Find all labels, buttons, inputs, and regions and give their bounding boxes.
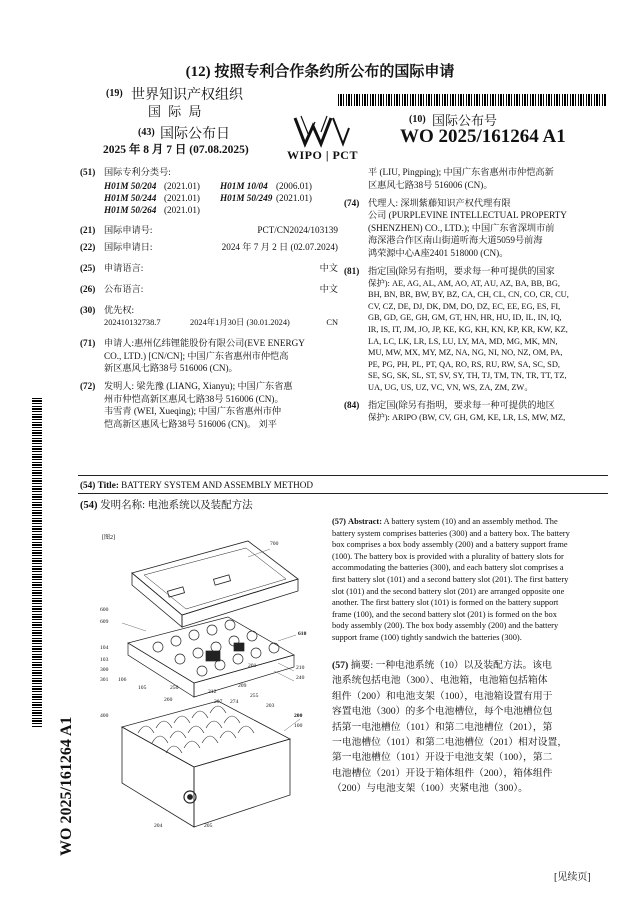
document-type-heading: (12) 按照专利合作条约所公布的国际申请 xyxy=(185,64,455,80)
title-en-code: (54) xyxy=(80,480,96,490)
f21-label: 国际申请号: xyxy=(104,225,153,235)
priority-date: 2024年1月30日 (30.01.2024) xyxy=(190,318,290,327)
regional-states-line: 保护): ARIPO (BW, CV, GH, GM, KE, LR, LS, MW, MZ, xyxy=(368,412,566,422)
f22-code: (22) xyxy=(80,242,96,252)
f25-code: (25) xyxy=(80,263,96,273)
f81-code: (81) xyxy=(344,265,360,276)
priority-country: CN xyxy=(326,318,338,327)
abstract-en-line: box comprises a box body assembly (200) and a battery support frame xyxy=(332,540,568,550)
title-en-value: BATTERY SYSTEM AND ASSEMBLY METHOD xyxy=(121,480,314,490)
inventor-line: 发明人: 梁先豫 (LIANG, Xianyu); 中国广东省惠 xyxy=(104,381,293,392)
ref-label: 300 xyxy=(100,667,109,673)
ipc-code: H01M 50/244 xyxy=(104,193,157,203)
designated-states-line: UA, UG, US, UZ, VC, VN, WS, ZA, ZM, ZW。 xyxy=(368,382,533,392)
inventor-line: 恺高新区惠风七路38号 516006 (CN)。 刘平 xyxy=(104,418,277,429)
f71-code: (71) xyxy=(80,338,96,348)
publication-barcode xyxy=(338,94,606,106)
abstract-en-line: support frame (100) tightly sandwich the batteries (300). xyxy=(332,632,522,642)
pub-number: WO 2025/161264 A1 xyxy=(400,126,566,147)
ref-label: 106 xyxy=(118,677,127,683)
ref-label: 255 xyxy=(250,693,259,699)
abstract-cn-line: 组件（200）和电池支架（100），电池箱设置有用于 xyxy=(332,690,553,702)
applicant-line: CO., LTD.) [CN/CN]; 中国广东省惠州市仲恺高 xyxy=(104,350,289,361)
ref-label: 212 xyxy=(208,689,217,695)
title-cn-label: 发明名称: xyxy=(100,500,146,511)
designated-states-line: MU, MW, MX, MY, MZ, NA, NG, NI, NO, NZ, OM, PA, xyxy=(368,348,563,358)
ref-label: 105 xyxy=(138,685,147,691)
abstract-cn-code: (57) xyxy=(332,660,349,671)
right-bibliographic-column xyxy=(344,166,608,423)
abstract-cn-line: 第一电池槽位（101）开设于电池支架（100），第二 xyxy=(332,752,553,764)
agent-line: 公司 (PURPLEVINE INTELLECTUAL PROPERTY xyxy=(368,210,567,221)
designated-states-line: IR, IS, IT, JM, JO, JP, KE, KG, KH, KN, KP, KR, KW, KZ, xyxy=(368,324,568,334)
applicant-line: 新区惠风七路38号 516006 (CN)。 xyxy=(104,363,238,374)
pub-no-code: (10) xyxy=(409,114,426,125)
ref-label: 207 xyxy=(214,699,223,705)
patent-figure xyxy=(98,531,314,831)
ref-label: 203 xyxy=(266,703,275,709)
section-divider xyxy=(78,475,608,476)
priority-number: 202410132738.7 xyxy=(104,318,161,327)
box-body-200 xyxy=(122,701,290,827)
designated-states-line: 保护): AE, AG, AL, AM, AO, AT, AU, AZ, BA, BB, BG, xyxy=(368,278,561,288)
application-number: PCT/CN2024/103139 xyxy=(257,225,338,235)
ref-label: 274 xyxy=(230,699,239,705)
ref-label: 700 xyxy=(270,541,279,547)
abstract-cn-line: （200）与电池支架（100）夹紧电池（300）。 xyxy=(332,783,528,795)
abstract-en-line: (100). The battery box is provided with a plurality of battery slots for xyxy=(332,551,564,561)
abstract-chinese xyxy=(332,658,608,797)
side-barcode xyxy=(32,398,42,728)
filing-date: 2024 年 7 月 2 日 (02.07.2024) xyxy=(221,242,338,252)
regional-states-line: 指定国(除另有指明，要求每一种可提供的地区 xyxy=(368,399,555,410)
ref-label: 100 xyxy=(294,723,303,729)
f30-label: 优先权: xyxy=(104,305,135,315)
side-publication-number: WO 2025/161264 A1 xyxy=(58,716,75,856)
battery-exploded-drawing xyxy=(98,531,314,831)
f51-code: (51) xyxy=(80,167,96,177)
abstract-en-line: battery system comprises batteries (300) and a battery box. The battery xyxy=(332,528,570,538)
abstract-en-line: body assembly (200). The box body assembly (200) and the battery xyxy=(332,621,559,631)
wipo-logo-text: WIPO | PCT xyxy=(287,148,358,162)
pub-date-label: 国际公布日 xyxy=(160,127,230,142)
title-cn-value: 电池系统以及装配方法 xyxy=(147,500,253,511)
designated-states-line: BH, BN, BR, BW, BY, BZ, CA, CH, CL, CN, CO, CR, CU, xyxy=(368,290,569,300)
org-subname: 国 际 局 xyxy=(148,104,204,119)
f21-code: (21) xyxy=(80,225,96,235)
ref-label: 210 xyxy=(296,665,305,671)
wipo-emblem-icon xyxy=(287,110,357,150)
abstract-en-line: first battery slot (101) and a second battery slot (201). The first battery xyxy=(332,574,569,584)
ref-label: 301 xyxy=(100,677,109,683)
ipc-version: (2021.01) xyxy=(164,205,200,215)
abstract-en-line: A battery system (10) and an assembly method. The xyxy=(383,517,558,526)
org-name: 世界知识产权组织 xyxy=(131,88,243,103)
f30-code: (30) xyxy=(80,305,96,315)
ref-label: 201 xyxy=(248,663,257,669)
ref-label: 104 xyxy=(100,645,109,651)
inventor-line: 区惠风七路38号 516006 (CN)。 xyxy=(368,179,493,190)
designated-states-line: CV, CZ, DE, DJ, DK, DM, DO, DZ, EC, EE, EG, ES, FI, xyxy=(368,301,561,311)
f26-code: (26) xyxy=(80,284,96,294)
pub-date: 2025 年 8 月 7 日 (07.08.2025) xyxy=(103,144,249,156)
inventor-line: 州市仲恺高新区惠风七路38号 516006 (CN)。 xyxy=(104,393,284,404)
ref-label: 103 xyxy=(100,657,109,663)
abstract-en-code: (57) xyxy=(332,517,346,526)
abstract-cn-line: 池系统包括电池（300）、电池箱，电池箱包括箱体 xyxy=(332,675,548,687)
agent-line: 海深港合作区南山街道听海大道5059号前海 xyxy=(368,235,543,246)
abstract-en-line: another. The first battery slot (101) is formed on the battery support xyxy=(332,598,559,608)
inventor-line: 平 (LIU, Pingping); 中国广东省惠州市仲恺高新 xyxy=(368,167,554,177)
ref-label: 610 xyxy=(298,631,307,637)
f72-code: (72) xyxy=(80,381,96,392)
applicant-line: 申请人:惠州亿纬锂能股份有限公司(EVE ENERGY xyxy=(104,338,305,348)
ipc-version: (2021.01) xyxy=(164,193,200,203)
section-divider xyxy=(78,493,608,494)
ref-label: 400 xyxy=(100,713,109,719)
designated-states-line: GB, GD, GE, GH, GM, GT, HN, HR, HU, ID, IL, IN, IQ, xyxy=(368,313,562,323)
abstract-en-line: slot (101) and the second battery slot (201) are arranged opposite one xyxy=(332,586,565,596)
title-cn-code: (54) xyxy=(80,500,98,511)
agent-line: 代理人: 深圳紫藤知识产权代理有限 xyxy=(368,197,511,208)
ref-label: 240 xyxy=(296,675,305,681)
publication-language: 中文 xyxy=(319,284,338,294)
ipc-code: H01M 50/204 xyxy=(104,181,157,191)
f51-label: 国际专利分类号: xyxy=(104,167,171,177)
ref-label: 200 xyxy=(294,713,303,719)
designated-states-line: SE, SG, SK, SL, ST, SV, SY, TH, TJ, TM, TN, TR, TT, TZ, xyxy=(368,371,567,381)
ref-label: 609 xyxy=(100,619,109,625)
figure-label: [图2] xyxy=(102,535,115,541)
abstract-cn-line: 容置电池（300）的多个电池槽位，每个电池槽位包 xyxy=(332,706,553,718)
abstract-cn-label: 摘要: xyxy=(350,660,374,671)
left-bibliographic-column xyxy=(80,166,338,431)
title-english xyxy=(80,479,313,492)
abstract-en-line: accommodating the batteries (300), and each battery slot comprises a xyxy=(332,563,564,573)
designated-states-line: 指定国(除另有指明，要求每一种可提供的国家 xyxy=(368,265,555,276)
ipc-version: (2021.01) xyxy=(164,181,200,191)
ipc-version: (2006.01) xyxy=(276,181,312,191)
abstract-cn-line: 一电池槽位（101）和第二电池槽位（201）相对设置， xyxy=(332,737,568,749)
ipc-code: H01M 50/264 xyxy=(104,205,157,215)
abstract-english xyxy=(332,516,608,644)
title-chinese xyxy=(80,497,253,512)
f26-label: 公布语言: xyxy=(104,284,144,294)
ipc-code: H01M 10/04 xyxy=(220,181,268,191)
agent-line: (SHENZHEN) CO., LTD.); 中国广东省深圳市前 xyxy=(368,222,555,233)
inventor-line: 韦雪青 (WEI, Xueqing); 中国广东省惠州市仲 xyxy=(104,406,282,417)
f22-label: 国际申请日: xyxy=(104,242,153,252)
f25-label: 申请语言: xyxy=(104,263,144,273)
ref-label: 205 xyxy=(204,823,213,829)
org-code: (19) xyxy=(106,88,123,99)
title-en-label: Title: xyxy=(97,480,119,490)
ref-label: 209 xyxy=(238,683,247,689)
filing-language: 中文 xyxy=(319,263,338,273)
ref-label: 250 xyxy=(170,685,179,691)
pub-no-label: 国际公布号 xyxy=(432,113,498,128)
f84-code: (84) xyxy=(344,399,360,410)
designated-states-line: LA, LC, LK, LR, LS, LU, LY, MA, MD, MG, MK, MN, xyxy=(368,336,558,346)
ipc-version: (2021.01) xyxy=(276,193,312,203)
ipc-code: H01M 50/249 xyxy=(220,193,273,203)
abstract-cn-line: 一种电池系统（10）以及装配方法。该电 xyxy=(375,660,552,671)
f74-code: (74) xyxy=(344,197,360,208)
wipo-logo xyxy=(287,110,357,162)
abstract-cn-line: 电池槽位（201）开设于箱体组件（200），箱体组件 xyxy=(332,767,553,779)
agent-line: 鸿荣源中心A座2401 518000 (CN)。 xyxy=(368,247,509,258)
continued-note: [见续页] xyxy=(554,872,591,883)
lid-700 xyxy=(132,541,298,627)
ref-label: 600 xyxy=(100,607,109,613)
abstract-en-line: frame (100), and the second battery slot (201) is formed on the box xyxy=(332,609,557,619)
abstract-cn-line: 括第一电池槽位（101）和第二电池槽位（201），第 xyxy=(332,721,553,733)
abstract-en-label: Abstract: xyxy=(348,517,383,526)
pub-date-code: (43) xyxy=(138,127,155,138)
ref-label: 260 xyxy=(164,697,173,703)
support-frame-100 xyxy=(128,617,294,697)
ref-label: 204 xyxy=(154,823,163,829)
designated-states-line: PE, PG, PH, PL, PT, QA, RO, RS, RU, RW, SA, SC, SD, xyxy=(368,359,560,369)
